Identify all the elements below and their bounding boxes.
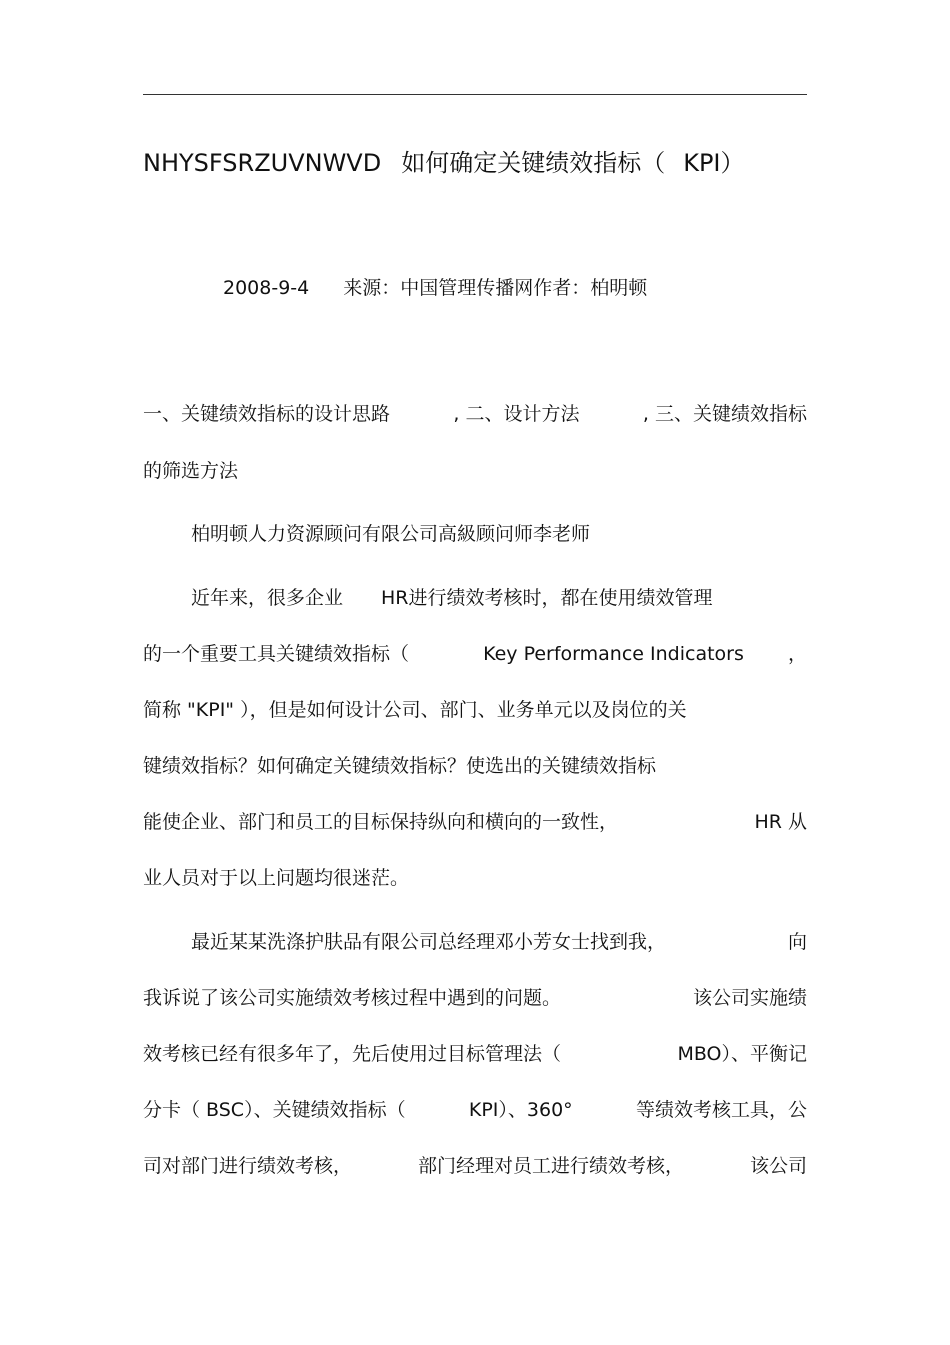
text-run: 等绩效考核工具，公 <box>635 1099 807 1121</box>
title-abbr: KPI） <box>683 149 745 177</box>
toc-item-2: , 二、设计方法 <box>453 403 580 425</box>
paragraph-line <box>143 808 807 836</box>
author-line <box>191 520 855 548</box>
paragraph-line <box>143 752 807 780</box>
article-source: 来源：中国管理传播网作者：柏明顿 <box>343 277 648 299</box>
text-run: KPI）、360° <box>468 1099 573 1121</box>
paragraph-line <box>143 1040 807 1068</box>
text-run: 司对部门进行绩效考核， <box>143 1155 353 1177</box>
paragraph-line <box>143 640 807 668</box>
text-run: 向 <box>787 931 807 953</box>
toc-line <box>143 457 807 485</box>
paragraph-line <box>191 584 771 612</box>
paragraph-line <box>143 696 807 724</box>
text-run: Key Performance Indicators <box>483 643 744 665</box>
text-run: 简称 "KPI" ），但是如何设计公司、部门、业务单元以及岗位的关 <box>143 699 687 721</box>
text-run: ， <box>787 643 807 665</box>
toc-item-3-cont: 的筛选方法 <box>143 460 239 482</box>
article-date: 2008-9-4 <box>223 277 310 299</box>
author-text: 柏明顿人力资源顾问有限公司高級顾问师李老师 <box>191 523 591 545</box>
article-meta <box>223 274 647 302</box>
title-code: NHYSFSRZUVNWVD <box>143 149 382 177</box>
text-run: 效考核已经有很多年了，先后使用过目标管理法（ <box>143 1043 562 1065</box>
paragraph-line <box>143 984 807 1012</box>
text-run: 键绩效指标？如何确定关键绩效指标？使选出的关键绩效指标 <box>143 755 657 777</box>
text-run: 最近某某洗涤护肤品有限公司总经理邓小芳女士找到我， <box>191 931 667 953</box>
title-text: 如何确定关键绩效指标（ <box>401 149 666 177</box>
text-run: 的一个重要工具关键绩效指标（ <box>143 643 410 665</box>
text-run: 部门经理对员工进行绩效考核， <box>417 1155 684 1177</box>
text-run: 分卡（ BSC）、关键绩效指标（ <box>143 1099 406 1121</box>
text-run: 业人员对于以上问题均很迷茫。 <box>143 867 410 889</box>
text-run: 该公司 <box>749 1155 807 1177</box>
text-run: 该公司实施绩 <box>692 987 807 1009</box>
text-run: MBO）、平衡记 <box>677 1043 807 1065</box>
text-run: 近年来，很多企业 <box>191 587 344 609</box>
text-run: 能使企业、部门和员工的目标保持纵向和横向的一致性， <box>143 811 619 833</box>
text-run: HR 从 <box>754 811 807 833</box>
page-title <box>143 146 823 180</box>
text-run: HR进行绩效考核时，都在使用绩效管理 <box>381 587 713 609</box>
text-run: 我诉说了该公司实施绩效考核过程中遇到的问题。 <box>143 987 562 1009</box>
paragraph-line <box>191 928 807 956</box>
toc-item-3: , 三、关键绩效指标 <box>642 403 807 425</box>
toc-line <box>143 400 807 428</box>
toc-item-1: 一、关键绩效指标的设计思路 <box>143 403 391 425</box>
paragraph-line <box>143 864 807 892</box>
paragraph-line <box>143 1152 807 1180</box>
paragraph-line <box>143 1096 807 1124</box>
header-rule <box>143 94 807 95</box>
